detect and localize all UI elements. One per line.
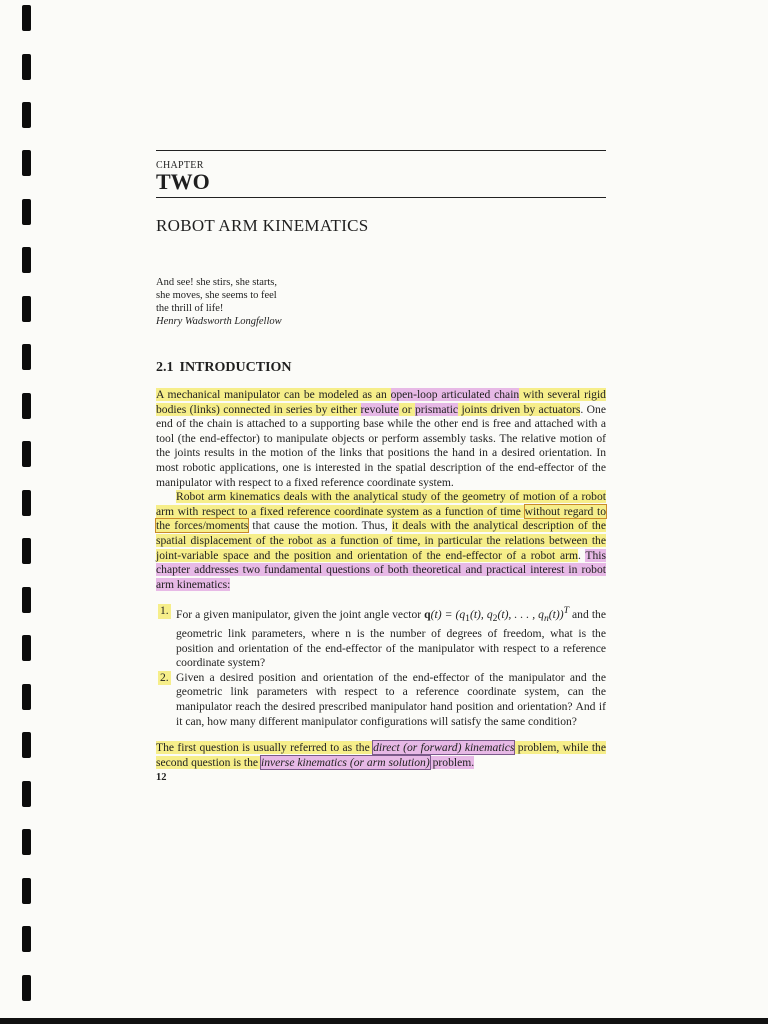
epigraph-line: she moves, she seems to feel [156,290,277,301]
list-item [156,671,606,729]
binder-hole [22,247,31,273]
text-run: . One end of the chain is attached to a supporting base while the other end is free and attached with a tool (the end-effector) to manipulate objects or perform assembly tasks. The relative motion of the joints results in the motion of the links that positions the hand in a desired orientation. In most robotic applications, one is interested in the spatial description of the end-effector of the manipulator with respect to a fixed reference coordinate system. [156,402,606,489]
binder-holes [0,0,48,1024]
highlight: Robot arm kinematics deals with the analytical study of the geometry of motion of a robot arm with respect to a fixed reference coordinate system as a function of time [156,490,606,518]
highlight: The first question is usually referred to as the [156,741,374,755]
highlight: open-loop articulated chain [390,388,520,401]
page-content [156,150,606,783]
epigraph-author: Henry Wadsworth Longfellow [156,316,282,327]
section-heading [156,360,606,376]
math-run: (t) = (q [430,608,466,622]
binder-hole [22,344,31,370]
binder-hole [22,54,31,80]
chapter-number: TWO [156,169,210,194]
page-edge [0,1018,768,1024]
binder-hole [22,635,31,661]
highlight: with several rigid bodies (links) connected in series by either [156,388,606,416]
intro-paragraph-2 [156,490,606,592]
highlight: This chapter addresses two fundamental questions of both theoretical and practical interest in robot arm kinematics: [156,548,606,591]
question-number: 1. [160,604,169,618]
binder-hole [22,975,31,1001]
epigraph-line: And see! she stirs, she starts, [156,277,278,288]
binder-hole [22,684,31,710]
highlight: revolute [360,402,399,416]
page-number: 12 [156,772,167,784]
question-number: 2. [160,670,169,684]
epigraph [156,276,326,328]
highlight: direct (or forward) kinematics [373,741,515,755]
highlight: problem. [429,755,475,769]
binder-hole [22,199,31,225]
binder-hole [22,829,31,855]
text-run: For a given manipulator, given the joint angle vector [176,608,425,622]
bottom-rule [156,197,606,198]
chapter-label: CHAPTER [156,160,204,171]
highlight: it deals with the analytical description of the spatial displacement of the robot as a function of time, in particular the relations between the joint-variable space and the position and orientation of the end-effector of a robot arm [156,519,607,562]
binder-hole [22,781,31,807]
binder-hole [22,587,31,613]
binder-hole [22,150,31,176]
binder-hole [22,5,31,31]
highlight: or [398,402,415,416]
highlight: joints driven by actuators [458,402,581,416]
math-run: (t), q [469,608,493,622]
math-superscript: T [563,605,569,617]
math-subscript: n [543,613,549,625]
binder-hole [22,296,31,322]
highlight: prismatic [414,402,459,416]
text-run: Given a desired position and orientation of the end-effector of the manipulator and the geometric link parameters with respect to a reference coordinate system, can the manipulator reach the desired prescribed manipulator hand position and orientation? And if it can, how many different manipulator configurations will satisfy the same condition? [176,670,606,728]
text-run: and the geometric link parameters, where n is the number of degrees of freedom, what is the position and orientation of the end-effector of the manipulator with respect to a reference coordinate system? [176,608,606,670]
chapter-title: ROBOT ARM KINEMATICS [156,216,369,235]
highlight: inverse kinematics (or arm solution) [260,755,430,769]
math-subscript: 1 [465,613,470,625]
intro-paragraph-1 [156,388,606,490]
binder-hole [22,490,31,516]
math-subscript: 2 [492,613,498,625]
highlight: problem, while the second question is the [156,741,606,769]
text-run: that cause the motion. Thus, [248,519,392,533]
list-item [156,604,606,671]
binder-hole [22,878,31,904]
binder-hole [22,926,31,952]
binder-hole [22,538,31,564]
math-vector: q [424,608,431,622]
top-rule [156,150,606,151]
binder-hole [22,393,31,419]
section-title: INTRODUCTION [179,360,292,375]
section-number: 2.1 [156,360,174,375]
math-run: (t)) [548,608,564,622]
text-run: . [577,548,586,562]
closing-paragraph [156,741,606,770]
highlight: A mechanical manipulator can be modeled as an [156,388,391,401]
binder-hole [22,102,31,128]
questions-list [156,604,606,729]
epigraph-line: the thrill of life! [156,303,224,314]
binder-hole [22,732,31,758]
binder-hole [22,441,31,467]
highlight: without regard to the forces/moments [156,504,606,533]
math-run: (t), . . . , q [497,608,544,622]
